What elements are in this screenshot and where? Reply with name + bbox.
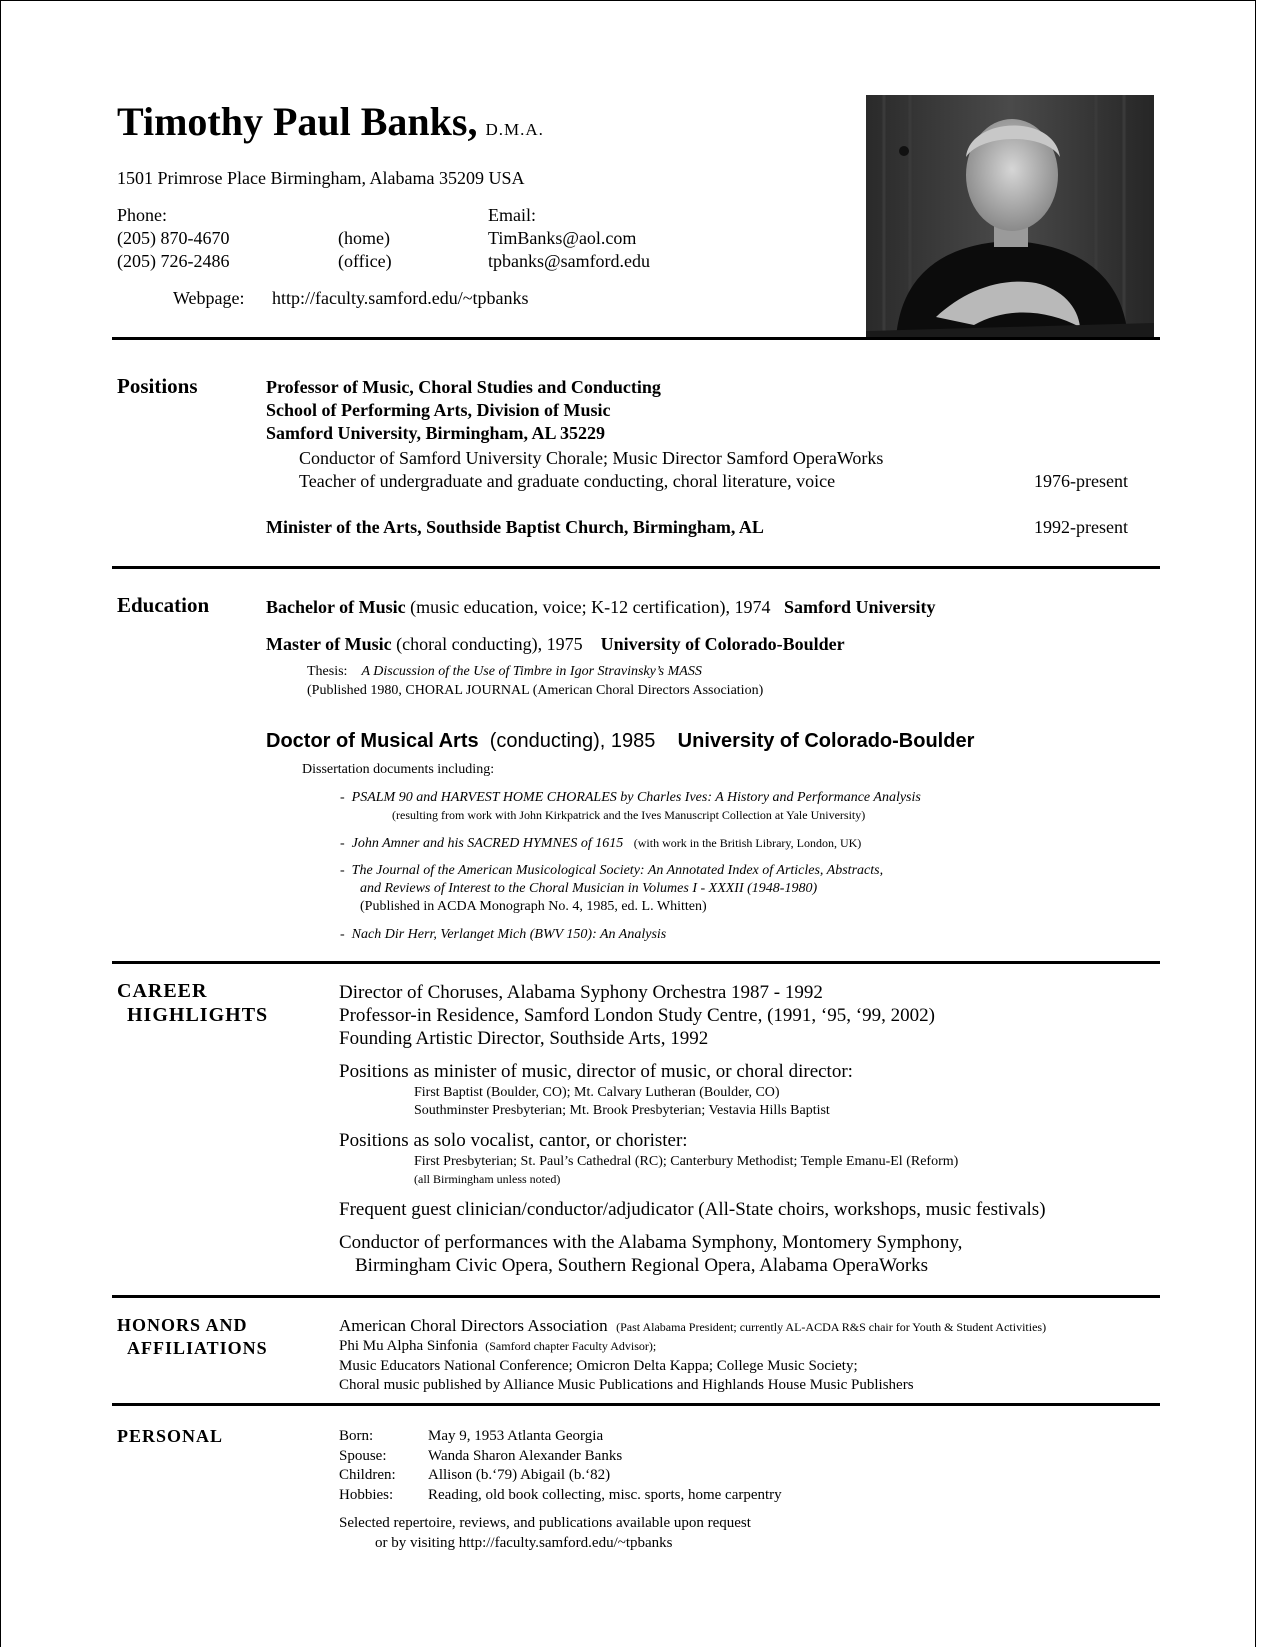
career-guest: Frequent guest clinician/conductor/adjudicator (All-State choirs, workshops, music festivals) — [339, 1199, 1046, 1220]
personal-footer-2: or by visiting http://faculty.samford.edu/~tpbanks — [375, 1535, 673, 1551]
thesis-line — [307, 664, 702, 680]
dissertation-intro: Dissertation documents including: — [302, 762, 495, 777]
acda-name: American Choral Directors Association — [339, 1316, 608, 1335]
career-solo-note: (all Birmingham unless noted) — [414, 1172, 561, 1186]
career-solo-intro: Positions as solo vocalist, cantor, or chorister: — [339, 1130, 688, 1151]
doc-jams-title-a: The Journal of the American Musicological Society: An Annotated Index of Articles, Abstracts, — [351, 863, 884, 878]
career-minister-list-2: Southminster Presbyterian; Mt. Brook Presbyterian; Vestavia Hills Baptist — [414, 1103, 830, 1118]
mm-school: University of Colorado-Boulder — [600, 634, 845, 654]
list-dash: - — [340, 863, 345, 878]
phone-home: (205) 870-4670 — [117, 228, 230, 248]
section-positions-heading: Positions — [117, 374, 198, 398]
email-home[interactable]: TimBanks@aol.com — [488, 228, 637, 248]
webpage-label: Webpage: — [173, 288, 245, 308]
doc-ives-note: (resulting from work with John Kirkpatrick and the Ives Manuscript Collection at Yale University) — [392, 808, 866, 822]
career-line-london: Professor-in Residence, Samford London Study Centre, (1991, ‘95, ‘99, 2002) — [339, 1005, 935, 1026]
phone-office-type: (office) — [338, 251, 392, 271]
doc-bach-title: Nach Dir Herr, Verlanget Mich (BWV 150): An Analysis — [351, 927, 667, 942]
full-name: Timothy Paul Banks, — [117, 99, 478, 144]
list-dash: - — [340, 836, 345, 851]
degree-suffix: D.M.A. — [485, 120, 544, 139]
name-heading — [117, 98, 544, 145]
list-dash: - — [340, 790, 345, 805]
honors-publishers: Choral music published by Alliance Music Publications and Highlands House Music Publishers — [339, 1377, 914, 1393]
personal-spouse: Wanda Sharon Alexander Banks — [428, 1448, 623, 1464]
divider-positions — [112, 566, 1160, 569]
pma-note: (Samford chapter Faculty Advisor); — [485, 1339, 657, 1353]
phone-office: (205) 726-2486 — [117, 251, 230, 271]
position-detail-teacher: Teacher of undergraduate and graduate conducting, choral literature, voice — [299, 471, 836, 491]
dma-detail: (conducting), 1985 — [489, 730, 656, 752]
personal-children-label: Children: — [339, 1467, 396, 1483]
bm-detail: (music education, voice; K-12 certification), 1974 — [410, 597, 771, 617]
webpage-link[interactable]: http://faculty.samford.edu/~tpbanks — [272, 288, 529, 308]
doc-amner-title: John Amner and his SACRED HYMNES of 1615 — [351, 836, 624, 851]
dissertation-doc-amner — [340, 836, 861, 852]
thesis-title: A Discussion of the Use of Timbre in Igor Stravinsky’s MASS — [361, 664, 702, 679]
section-honors-heading-2: AFFILIATIONS — [127, 1338, 268, 1358]
career-minister-list-1: First Baptist (Boulder, CO); Mt. Calvary Lutheran (Boulder, CO) — [414, 1085, 780, 1100]
email-office[interactable]: tpbanks@samford.edu — [488, 251, 651, 271]
dma-degree: Doctor of Musical Arts — [266, 730, 479, 752]
education-doctorate — [266, 730, 974, 753]
doc-jams-title-b: and Reviews of Interest to the Choral Musician in Volumes I - XXXII (1948-1980) — [360, 881, 818, 896]
career-conductor-2: Birmingham Civic Opera, Southern Regional Opera, Alabama OperaWorks — [355, 1255, 929, 1276]
education-bachelor — [266, 597, 936, 618]
position-minister: Minister of the Arts, Southside Baptist Church, Birmingham, AL — [266, 517, 764, 537]
thesis-label: Thesis: — [307, 664, 348, 679]
honors-pma — [339, 1338, 656, 1355]
thesis-publication: (Published 1980, CHORAL JOURNAL (American Choral Directors Association) — [307, 683, 764, 698]
mm-detail: (choral conducting), 1975 — [396, 634, 583, 654]
dissertation-doc-bach — [340, 927, 666, 943]
personal-footer-1: Selected repertoire, reviews, and publications available upon request — [339, 1515, 751, 1531]
personal-hobbies: Reading, old book collecting, misc. sports, home carpentry — [428, 1487, 782, 1503]
personal-children: Allison (b.‘79) Abigail (b.‘82) — [428, 1467, 611, 1483]
doc-jams-note: (Published in ACDA Monograph No. 4, 1985, ed. L. Whitten) — [360, 899, 707, 914]
position-dates-professor: 1976-present — [1034, 471, 1128, 491]
divider-header — [112, 337, 1160, 340]
honors-societies: Music Educators National Conference; Omicron Delta Kappa; College Music Society; — [339, 1358, 858, 1374]
acda-note: (Past Alabama President; currently AL-ACDA R&S chair for Youth & Student Activities) — [616, 1320, 1047, 1334]
section-career-heading: CAREER — [117, 980, 208, 1002]
position-university: Samford University, Birmingham, AL 35229 — [266, 423, 606, 443]
dissertation-doc-jams — [340, 863, 883, 879]
position-dates-minister: 1992-present — [1034, 517, 1128, 537]
section-education-heading: Education — [117, 593, 210, 617]
personal-hobbies-label: Hobbies: — [339, 1487, 394, 1503]
education-master — [266, 634, 845, 655]
divider-honors — [112, 1403, 1160, 1406]
phone-home-type: (home) — [338, 228, 390, 248]
doc-ives-title: PSALM 90 and HARVEST HOME CHORALES by Charles Ives: A History and Performance Analysis — [351, 790, 921, 805]
mm-degree: Master of Music — [266, 634, 392, 654]
personal-born: May 9, 1953 Atlanta Georgia — [428, 1428, 604, 1444]
honors-acda — [339, 1316, 1046, 1336]
career-minister-intro: Positions as minister of music, director of music, or choral director: — [339, 1061, 853, 1082]
address: 1501 Primrose Place Birmingham, Alabama 35209 USA — [117, 168, 525, 188]
career-line-southside: Founding Artistic Director, Southside Arts, 1992 — [339, 1028, 709, 1049]
career-solo-list: First Presbyterian; St. Paul’s Cathedral (RC); Canterbury Methodist; Temple Emanu-El (Reform) — [414, 1154, 959, 1169]
pma-name: Phi Mu Alpha Sinfonia — [339, 1338, 478, 1354]
personal-spouse-label: Spouse: — [339, 1448, 387, 1464]
phone-label: Phone: — [117, 205, 168, 225]
position-department: School of Performing Arts, Division of Music — [266, 400, 611, 420]
doc-amner-note: (with work in the British Library, London, UK) — [633, 836, 862, 850]
email-label: Email: — [488, 205, 536, 225]
list-dash: - — [340, 927, 345, 942]
position-title: Professor of Music, Choral Studies and Conducting — [266, 377, 661, 397]
bm-degree: Bachelor of Music — [266, 597, 406, 617]
section-personal-heading: PERSONAL — [117, 1426, 224, 1446]
position-detail-conductor: Conductor of Samford University Chorale; Music Director Samford OperaWorks — [299, 448, 884, 468]
divider-education — [112, 961, 1160, 964]
career-line-alabama: Director of Choruses, Alabama Syphony Orchestra 1987 - 1992 — [339, 982, 823, 1003]
dissertation-doc-ives — [340, 790, 921, 806]
dma-school: University of Colorado-Boulder — [677, 730, 975, 752]
personal-born-label: Born: — [339, 1428, 374, 1444]
portrait-photo — [866, 95, 1154, 338]
career-conductor-1: Conductor of performances with the Alabama Symphony, Montomery Symphony, — [339, 1232, 963, 1253]
divider-career — [112, 1295, 1160, 1298]
section-honors-heading: HONORS AND — [117, 1315, 248, 1335]
bm-school: Samford University — [784, 597, 936, 617]
section-career-heading-2: HIGHLIGHTS — [127, 1004, 269, 1026]
